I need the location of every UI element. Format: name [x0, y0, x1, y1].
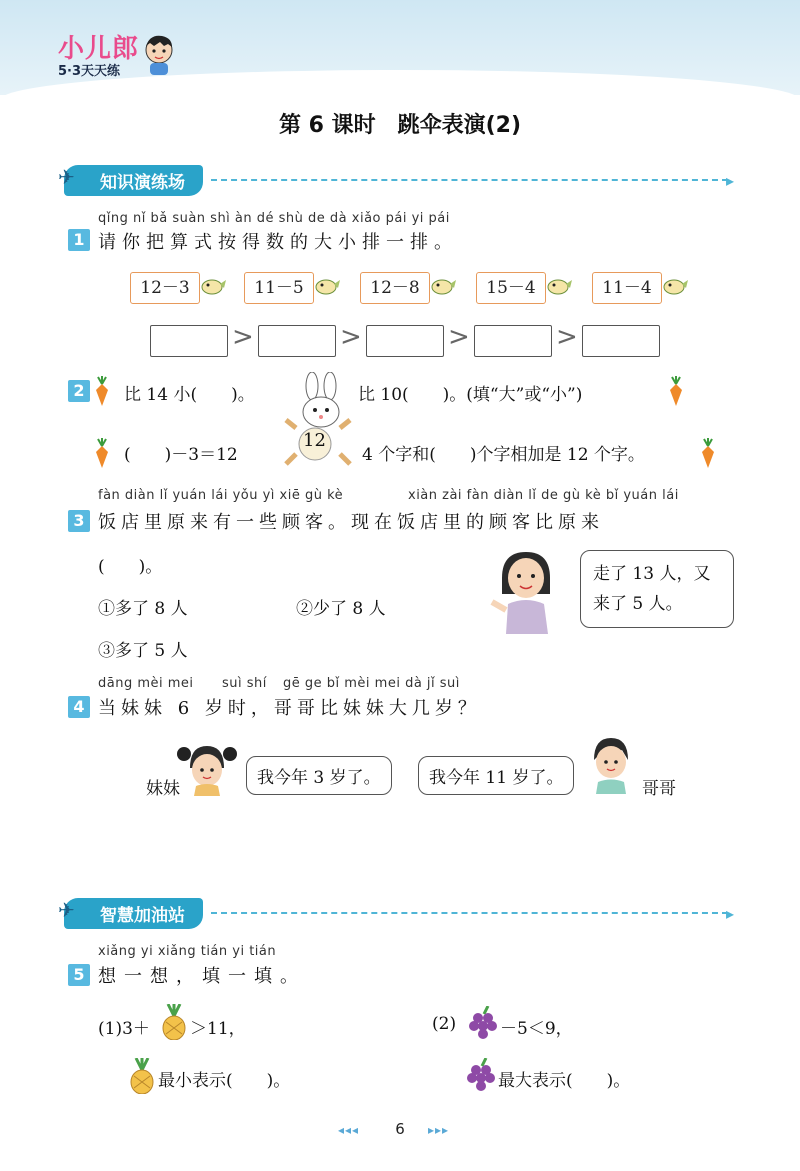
question-number: 1 [68, 229, 90, 251]
section-banner-wisdom: ✈ 智慧加油站 ▸ [64, 898, 734, 928]
bird-icon [314, 276, 340, 296]
running-figure-icon: ✈ [58, 164, 75, 189]
q5-part2-right: －5＜9， [500, 1019, 573, 1039]
q2-line1-right: 比 10( )。(填“大”或“小”) [358, 385, 583, 405]
question-number: 4 [68, 696, 90, 718]
q2-line2-right: 4 个字和( )个字相加是 12 个字。 [362, 445, 645, 465]
boy-mascot-icon [140, 32, 178, 76]
q3-text: 饭店里原来有一些顾客。现在饭店里的顾客比原来 [98, 512, 604, 533]
brother-label: 哥哥 [642, 779, 676, 799]
expression-box: 11－4 [592, 272, 662, 304]
logo-name: 小儿郎 [58, 34, 140, 64]
grapes-icon [468, 1006, 498, 1040]
pineapple-icon [128, 1058, 156, 1094]
expression-box: 15－4 [476, 272, 546, 304]
q5-text: 想一想，填一填。 [98, 966, 306, 987]
q3-pinyin-a: fàn diàn lǐ yuán lái yǒu yì xiē gù kè [98, 488, 344, 503]
q5-part1-right: ＞11， [190, 1019, 246, 1039]
section-title: 智慧加油站 [100, 905, 185, 926]
q5-part1-min: 最小表示( )。 [158, 1071, 291, 1091]
rabbit-icon [278, 372, 368, 472]
question-number: 2 [68, 380, 90, 402]
q3-blank: ( )。 [98, 557, 163, 577]
prev-arrows-icon: ◂◂◂ [338, 1123, 360, 1137]
running-figure-icon: ✈ [58, 897, 75, 922]
pineapple-icon [160, 1004, 188, 1040]
q2-line2-left: ( )－3＝12 [124, 445, 238, 465]
q4-pinyin-b: suì shí [222, 676, 267, 691]
carrot-icon [94, 376, 110, 406]
sister-label: 妹妹 [146, 779, 180, 799]
q5-pinyin: xiǎng yi xiǎng tián yi tián [98, 944, 277, 959]
section-title: 知识演练场 [100, 172, 185, 193]
expression-box: 12－8 [360, 272, 430, 304]
bubble-line: 来了 5 人。 [593, 594, 683, 614]
logo-subtitle: 5·3天天练 [58, 64, 121, 79]
carrot-icon [700, 438, 716, 468]
q2-line1-left: 比 14 小( )。 [124, 385, 255, 405]
answer-box[interactable] [366, 325, 444, 357]
q3-option-1: ①多了 8 人 [98, 599, 188, 619]
answer-box[interactable] [582, 325, 660, 357]
expression-box: 11－5 [244, 272, 314, 304]
bird-icon [200, 276, 226, 296]
brother-speech-bubble: 我今年 11 岁了。 [418, 756, 574, 795]
q4-text: 当妹妹 6 岁时，哥哥比妹妹大几岁？ [98, 698, 481, 719]
section-banner-practice: ✈ 知识演练场 ▸ [64, 165, 734, 195]
bird-icon [546, 276, 572, 296]
q5-part1-left: (1)3＋ [98, 1019, 150, 1039]
bird-icon [662, 276, 688, 296]
sister-speech-bubble: 我今年 3 岁了。 [246, 756, 392, 795]
next-arrows-icon: ▸▸▸ [428, 1123, 450, 1137]
q3-pinyin-b: xiàn zài fàn diàn lǐ de gù kè bǐ yuán lái [408, 488, 679, 503]
answer-box[interactable] [258, 325, 336, 357]
question-number: 3 [68, 510, 90, 532]
q3-option-3: ③多了 5 人 [98, 641, 188, 661]
q5-part2-max: 最大表示( )。 [498, 1071, 631, 1091]
lesson-title: 第 6 课时 跳伞表演(2) [278, 113, 522, 138]
q1-pinyin: qǐng nǐ bǎ suàn shì àn dé shù de dà xiǎo pái yi pái [98, 211, 450, 226]
q3-option-2: ②少了 8 人 [296, 599, 386, 619]
carrot-icon [668, 376, 684, 406]
greater-than-sign: > [340, 322, 362, 352]
question-number: 5 [68, 964, 90, 986]
q4-pinyin-c: gē ge bǐ mèi mei dà jǐ suì [283, 676, 460, 691]
center-number: 12 [303, 430, 326, 451]
carrot-icon [94, 438, 110, 468]
bubble-line: 走了 13 人，又 [593, 564, 711, 584]
girl-figure-icon [488, 548, 564, 634]
answer-box[interactable] [150, 325, 228, 357]
bird-icon [430, 276, 456, 296]
q4-pinyin-a: dāng mèi mei [98, 676, 194, 691]
grapes-icon [466, 1058, 496, 1092]
speech-bubble [580, 550, 734, 628]
greater-than-sign: > [232, 322, 254, 352]
q5-part2-left: (2) [432, 1014, 457, 1034]
expression-box: 12－3 [130, 272, 200, 304]
q1-text: 请你把算式按得数的大小排一排。 [98, 232, 458, 253]
greater-than-sign: > [556, 322, 578, 352]
brother-figure-icon [586, 736, 636, 794]
sister-figure-icon [176, 742, 238, 796]
greater-than-sign: > [448, 322, 470, 352]
answer-box[interactable] [474, 325, 552, 357]
page-number: 6 [395, 1120, 405, 1138]
